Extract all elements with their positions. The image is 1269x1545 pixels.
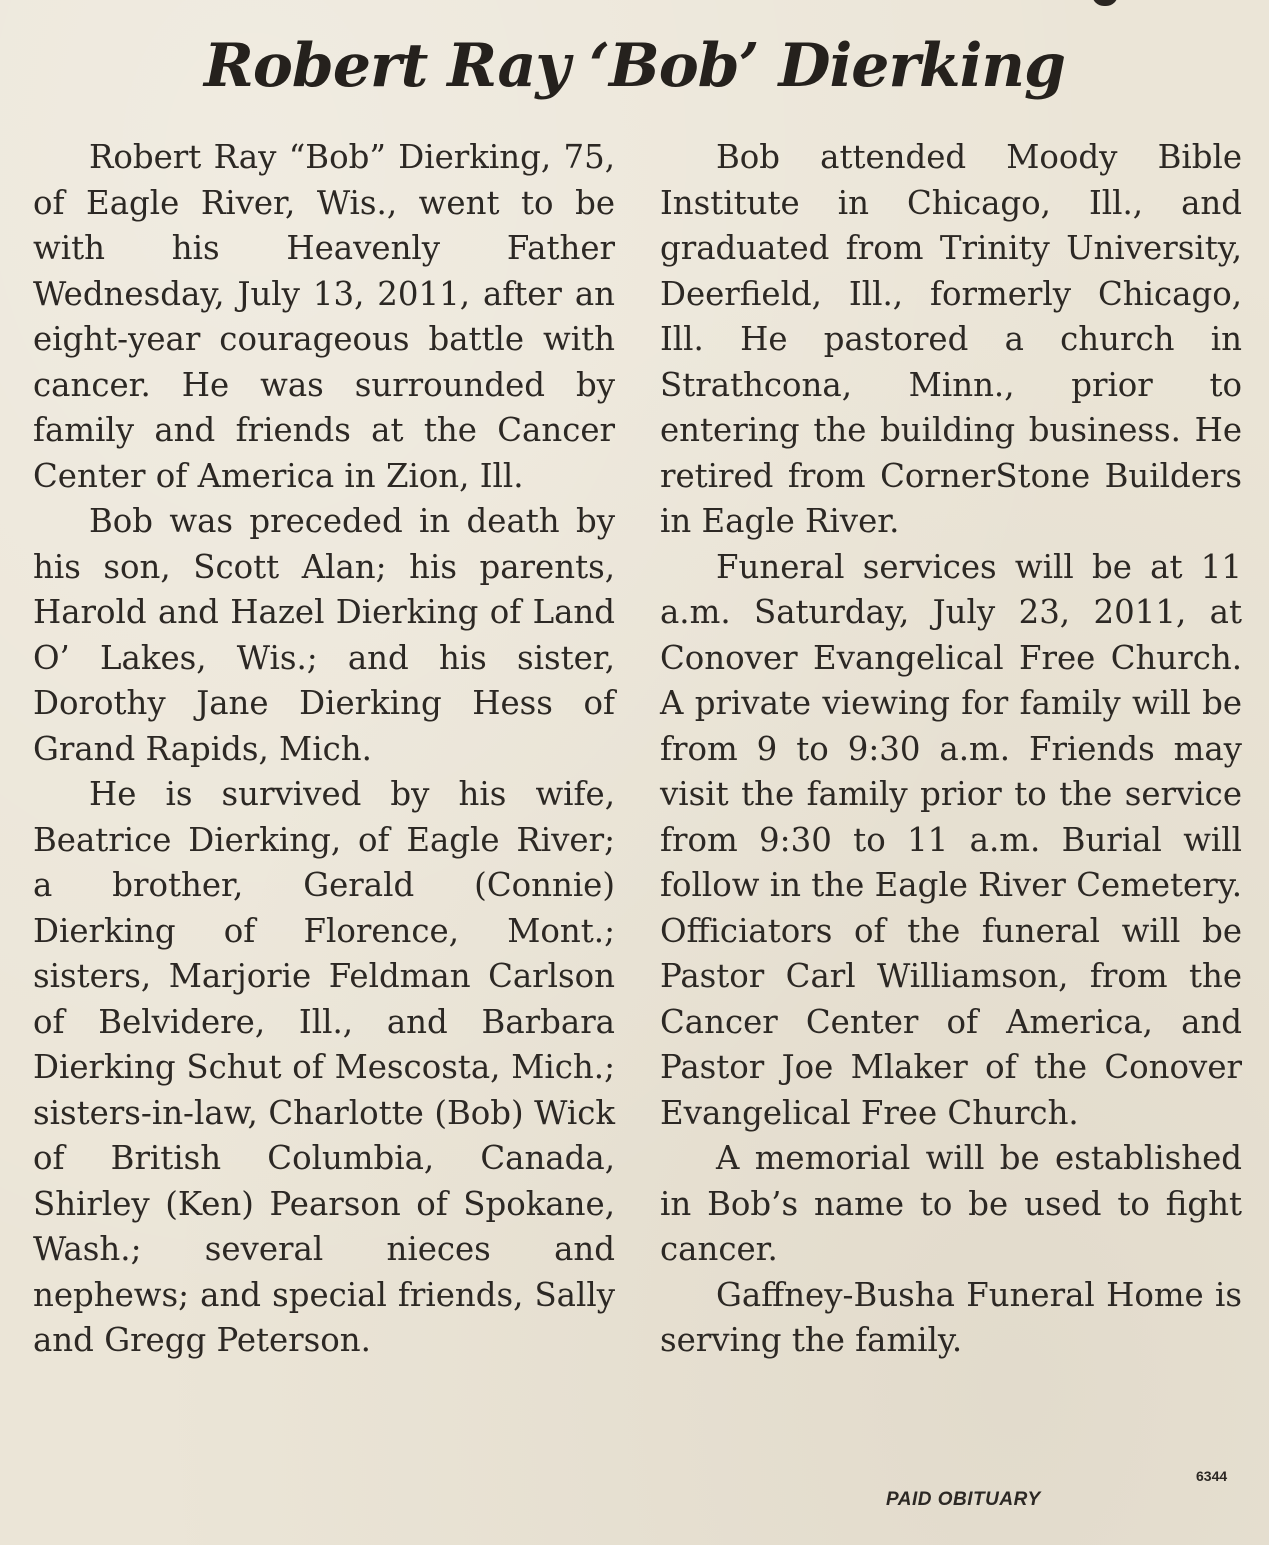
paragraph-funeral-services: Funeral services will be at 11 a.m. Saturday, July 23, 2011, at Conover Evangelical Free Church. A private viewing for family will be from 9 to 9:30 a.m. Friends may visit the family prior to the service from 9:30 to 11 a.m. Burial will follow in the Eagle River Cemetery. Officiators of the funeral will be Pastor Carl Williamson, from the Cancer Center of America, and Pastor Joe Mlaker of the Conover Evangelical Free Church. [660,547,1242,1132]
paid-obituary-label: PAID OBITUARY [886,1489,1041,1510]
paragraph-death-notice: Robert Ray “Bob” Dierking, 75, of Eagle River, Wis., went to be with his Heavenly Father Wednesday, July 13, 2011, after an eight-year courageous battle with cancer. He was surrounded by family and friends at the Cancer Center of America in Zion, Ill. [33,138,615,495]
paragraph-funeral-home: Gaffney-Busha Funeral Home is serving the family. [660,1275,1242,1359]
obituary-headline: Robert Ray ‘Bob’ Dierking [204,31,1065,101]
right-column [660,135,1242,1364]
paragraph-memorial: A memorial will be established in Bob’s name to be used to fight cancer. [660,1139,1242,1268]
left-column [33,135,615,1364]
paragraph-education-career: Bob attended Moody Bible Institute in Chicago, Ill., and graduated from Trinity University, Deerfield, Ill., formerly Chicago, Ill. He pastored a church in Strathcona, Minn., prior to entering the building business. He retired from CornerStone Builders in Eagle River. [660,138,1242,540]
ad-code: 6344 [1196,1468,1228,1484]
paragraph-preceded-in-death: Bob was preceded in death by his son, Scott Alan; his parents, Harold and Hazel Dierking of Land O’ Lakes, Wis.; and his sister, Dorothy Jane Dierking Hess of Grand Rapids, Mich. [33,502,615,768]
clipped-letter-fragment [1092,0,1118,6]
paragraph-survivors: He is survived by his wife, Beatrice Dierking, of Eagle River; a brother, Gerald (Connie) Dierking of Florence, Mont.; sisters, Marjorie Feldman Carlson of Belvidere, Ill., and Barbara Dierking Schut of Mescosta, Mich.; sisters-in-law, Charlotte (Bob) Wick of British Columbia, Canada, Shirley (Ken) Pearson of Spokane, Wash.; several nieces and nephews; and special friends, Sally and Gregg Peterson. [33,775,615,1359]
clipped-previous-text [0,0,1269,14]
